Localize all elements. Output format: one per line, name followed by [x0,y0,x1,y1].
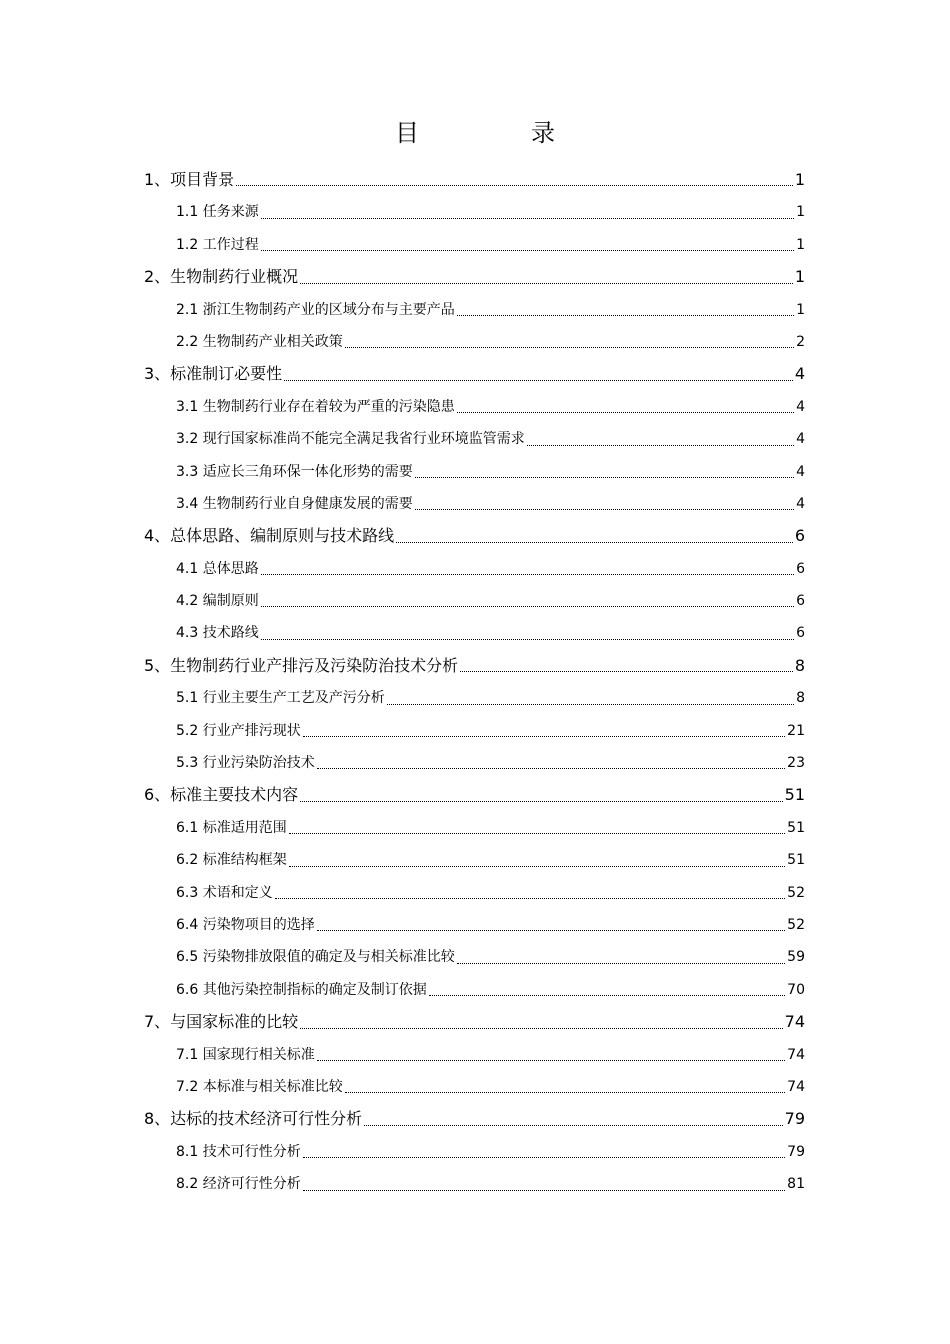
toc-page-number: 79 [787,1143,805,1160]
toc-entry-label: 5.1 行业主要生产工艺及产污分析 [176,690,385,707]
toc-page-number: 70 [787,981,805,998]
toc-dot-leader [284,380,793,381]
toc-dot-leader [303,736,785,737]
toc-page-number: 1 [794,267,805,287]
toc-entry-label: 2.1 浙江生物制药产业的区域分布与主要产品 [176,301,455,318]
toc-entry-label: 3.1 生物制药行业存在着较为严重的污染隐患 [176,398,455,415]
toc-subsection-entry[interactable] [176,294,805,326]
toc-page-number: 51 [787,852,805,869]
toc-page-number: 23 [787,755,805,772]
toc-subsection-entry[interactable] [176,715,805,747]
toc-section-entry[interactable] [144,1103,805,1135]
toc-page-number: 1 [796,236,805,253]
toc-subsection-entry[interactable] [176,391,805,423]
toc-dot-leader [457,315,794,316]
toc-entry-label: 6.4 污染物项目的选择 [176,916,315,933]
toc-section-entry[interactable] [144,650,805,682]
toc-page-number: 8 [796,690,805,707]
toc-section-entry[interactable] [144,164,805,196]
toc-page-number: 74 [787,1046,805,1063]
toc-entry-label: 1、项目背景 [144,170,235,189]
toc-subsection-entry[interactable] [176,909,805,941]
toc-subsection-entry[interactable] [176,812,805,844]
toc-subsection-entry[interactable] [176,196,805,228]
toc-entry-label: 8、达标的技术经济可行性分析 [144,1109,363,1129]
toc-entry-label: 5.2 行业产排污现状 [176,722,301,739]
toc-entry-label: 6.1 标准适用范围 [176,819,287,836]
toc-dot-leader [303,1190,785,1191]
toc-dot-leader [261,574,794,575]
toc-subsection-entry[interactable] [176,747,805,779]
toc-page-number: 6 [796,593,805,610]
toc-subsection-entry[interactable] [176,553,805,585]
table-of-contents [0,164,950,1201]
toc-dot-leader [289,866,785,867]
toc-subsection-entry[interactable] [176,941,805,973]
toc-dot-leader [261,606,794,607]
toc-subsection-entry[interactable] [176,877,805,909]
toc-section-entry[interactable] [144,358,805,390]
toc-subsection-entry[interactable] [176,1039,805,1071]
toc-section-entry[interactable] [144,520,805,552]
toc-section-entry[interactable] [144,261,805,293]
page-title: 目 录 [395,119,599,147]
toc-subsection-entry[interactable] [176,456,805,488]
toc-entry-label: 8.2 经济可行性分析 [176,1176,301,1193]
toc-entry-label: 6.5 污染物排放限值的确定及与相关标准比较 [176,949,455,966]
toc-entry-label: 3.4 生物制药行业自身健康发展的需要 [176,495,413,512]
toc-dot-leader [387,704,794,705]
toc-page-number: 1 [796,301,805,318]
toc-subsection-entry[interactable] [176,326,805,358]
toc-page-number: 4 [794,364,805,384]
toc-subsection-entry[interactable] [176,1071,805,1103]
toc-entry-label: 4.1 总体思路 [176,560,259,577]
toc-page-number: 1 [796,204,805,221]
toc-page-number: 1 [794,170,805,189]
toc-page-number: 4 [796,463,805,480]
toc-page-number: 74 [787,1078,805,1095]
toc-dot-leader [261,250,794,251]
toc-page-number: 52 [787,916,805,933]
toc-dot-leader [317,768,785,769]
toc-dot-leader [345,1092,785,1093]
toc-dot-leader [303,1157,785,1158]
toc-dot-leader [345,347,794,348]
toc-entry-label: 3.3 适应长三角环保一体化形势的需要 [176,463,413,480]
toc-dot-leader [261,639,794,640]
toc-entry-label: 6.3 术语和定义 [176,884,273,901]
toc-entry-label: 4、总体思路、编制原则与技术路线 [144,526,395,546]
toc-dot-leader [317,930,785,931]
toc-entry-label: 6.2 标准结构框架 [176,852,287,869]
toc-dot-leader [261,218,794,219]
toc-page-number: 81 [787,1176,805,1193]
toc-page-number: 6 [796,560,805,577]
toc-entry-label: 4.2 编制原则 [176,593,259,610]
toc-entry-label: 1.1 任务来源 [176,204,259,221]
toc-page-number: 2 [796,333,805,350]
toc-page-number: 21 [787,722,805,739]
toc-subsection-entry[interactable] [176,1136,805,1168]
toc-page-number: 59 [787,949,805,966]
toc-dot-leader [300,1028,782,1029]
toc-page-number: 4 [796,398,805,415]
toc-page-number: 4 [796,431,805,448]
toc-dot-leader [300,283,793,284]
toc-dot-leader [457,412,794,413]
toc-entry-label: 7、与国家标准的比较 [144,1012,299,1032]
toc-section-entry[interactable] [144,1006,805,1038]
toc-page-number: 74 [784,1012,805,1032]
toc-dot-leader [415,477,794,478]
toc-entry-label: 5、生物制药行业产排污及污染防治技术分析 [144,655,459,675]
toc-page-number: 4 [796,495,805,512]
toc-dot-leader [429,995,785,996]
toc-page-number: 52 [787,884,805,901]
toc-entry-label: 3、标准制订必要性 [144,364,283,384]
toc-subsection-entry[interactable] [176,1168,805,1200]
toc-entry-label: 2、生物制药行业概况 [144,267,299,287]
toc-page-number: 6 [796,625,805,642]
toc-section-entry[interactable] [144,779,805,811]
toc-dot-leader [415,509,794,510]
toc-dot-leader [364,1125,782,1126]
toc-entry-label: 7.1 国家现行相关标准 [176,1046,315,1063]
toc-dot-leader [396,542,793,543]
toc-subsection-entry[interactable] [176,229,805,261]
toc-entry-label: 3.2 现行国家标准尚不能完全满足我省行业环境监管需求 [176,431,525,448]
toc-entry-label: 1.2 工作过程 [176,236,259,253]
toc-dot-leader [300,801,782,802]
toc-entry-label: 4.3 技术路线 [176,625,259,642]
toc-subsection-entry[interactable] [176,488,805,520]
toc-entry-label: 5.3 行业污染防治技术 [176,755,315,772]
toc-page-number: 6 [794,526,805,546]
toc-entry-label: 6.6 其他污染控制指标的确定及制订依据 [176,981,427,998]
toc-dot-leader [289,833,785,834]
toc-dot-leader [457,963,785,964]
toc-entry-label: 6、标准主要技术内容 [144,785,299,805]
toc-page-number: 51 [787,819,805,836]
toc-subsection-entry[interactable] [176,617,805,649]
toc-dot-leader [460,671,793,672]
toc-page-number: 51 [784,785,805,805]
toc-entry-label: 2.2 生物制药产业相关政策 [176,333,343,350]
toc-subsection-entry[interactable] [176,682,805,714]
toc-entry-label: 8.1 技术可行性分析 [176,1143,301,1160]
toc-dot-leader [275,898,785,899]
toc-dot-leader [236,185,793,186]
toc-dot-leader [317,1060,785,1061]
toc-entry-label: 7.2 本标准与相关标准比较 [176,1078,343,1095]
toc-subsection-entry[interactable] [176,844,805,876]
toc-subsection-entry[interactable] [176,974,805,1006]
toc-page-number: 8 [794,655,805,675]
toc-subsection-entry[interactable] [176,423,805,455]
toc-dot-leader [527,445,794,446]
toc-subsection-entry[interactable] [176,585,805,617]
toc-page-number: 79 [784,1109,805,1129]
